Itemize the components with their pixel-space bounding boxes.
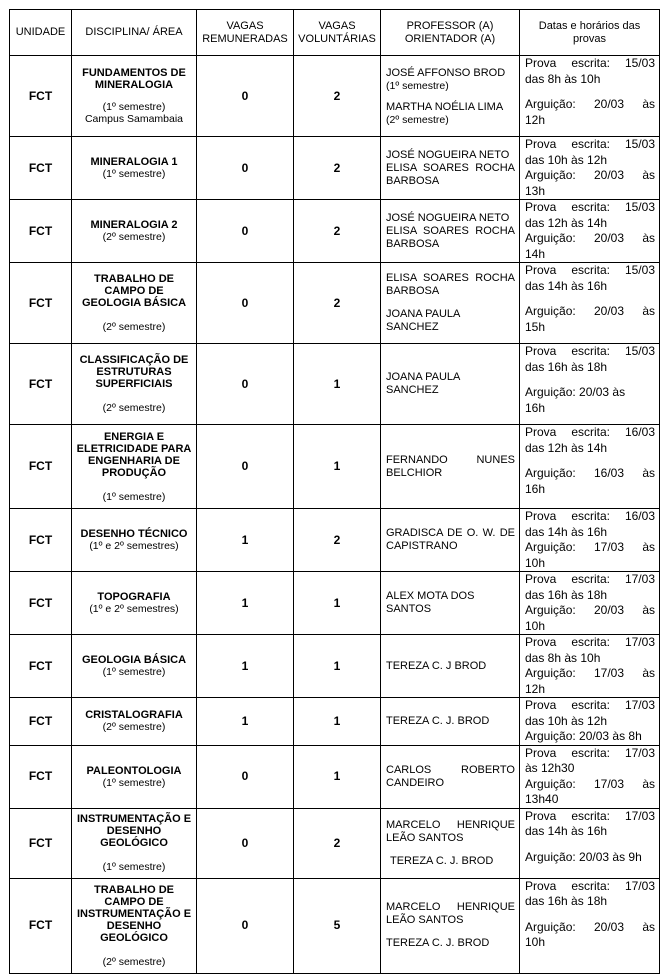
datas-cell: Prova escrita: 17/03 às 12h30 Arguição: 17/03 às 13h40 bbox=[520, 745, 660, 808]
table-row bbox=[10, 200, 660, 263]
header-vagas-voluntarias: VAGAS VOLUNTÁRIAS bbox=[294, 10, 381, 56]
vagas-remuneradas-cell: 0 bbox=[197, 808, 294, 878]
datas-cell: Prova escrita: 17/03 das 16h às 18h Arguição: 20/03 às 10h bbox=[520, 878, 660, 973]
unidade-cell: FCT bbox=[10, 878, 72, 973]
vagas-voluntarias-cell: 2 bbox=[294, 56, 381, 137]
vagas-voluntarias-cell: 2 bbox=[294, 263, 381, 344]
datas-cell: Prova escrita: 15/03 das 10h às 12h Arguição: 20/03 às 13h bbox=[520, 137, 660, 200]
professor-cell: CARLOS ROBERTO CANDEIRO bbox=[381, 745, 520, 808]
datas-cell: Prova escrita: 17/03 das 8h às 10h Arguição: 17/03 às 12h bbox=[520, 635, 660, 698]
vagas-voluntarias-cell: 2 bbox=[294, 808, 381, 878]
vagas-voluntarias-cell: 1 bbox=[294, 425, 381, 509]
vagas-remuneradas-cell: 1 bbox=[197, 635, 294, 698]
table-row bbox=[10, 137, 660, 200]
disciplina-cell: TOPOGRAFIA (1º e 2º semestres) bbox=[72, 572, 197, 635]
header-disciplina: DISCIPLINA/ ÁREA bbox=[72, 10, 197, 56]
header-datas: Datas e horários das provas bbox=[520, 10, 660, 56]
header-vagas-remuneradas: VAGAS REMUNERADAS bbox=[197, 10, 294, 56]
table-row bbox=[10, 56, 660, 137]
professor-cell: JOSÉ NOGUEIRA NETO ELISA SOARES ROCHA BARBOSA bbox=[381, 137, 520, 200]
header-unidade: UNIDADE bbox=[10, 10, 72, 56]
disciplina-cell: TRABALHO DE CAMPO DE INSTRUMENTAÇÃO E DESENHO GEOLÓGICO (2º semestre) bbox=[72, 878, 197, 973]
table-row bbox=[10, 635, 660, 698]
datas-cell: Prova escrita: 17/03 das 14h às 16h Arguição: 20/03 às 9h bbox=[520, 808, 660, 878]
professor-cell: MARCELO HENRIQUE LEÃO SANTOS TEREZA C. J. BROD bbox=[381, 878, 520, 973]
disciplina-cell: ENERGIA E ELETRICIDADE PARA ENGENHARIA DE PRODUÇÃO (1º semestre) bbox=[72, 425, 197, 509]
datas-cell: Prova escrita: 17/03 das 10h às 12h Arguição: 20/03 às 8h bbox=[520, 698, 660, 746]
table-row bbox=[10, 263, 660, 344]
table-row bbox=[10, 572, 660, 635]
professor-cell: ALEX MOTA DOS SANTOS bbox=[381, 572, 520, 635]
table-row bbox=[10, 425, 660, 509]
vagas-remuneradas-cell: 0 bbox=[197, 425, 294, 509]
header-professor: PROFESSOR (A) ORIENTADOR (A) bbox=[381, 10, 520, 56]
professor-cell: FERNANDO NUNES BELCHIOR bbox=[381, 425, 520, 509]
unidade-cell: FCT bbox=[10, 509, 72, 572]
unidade-cell: FCT bbox=[10, 263, 72, 344]
vagas-voluntarias-cell: 1 bbox=[294, 344, 381, 425]
professor-cell: JOANA PAULA SANCHEZ bbox=[381, 344, 520, 425]
disciplina-cell: MINERALOGIA 1 (1º semestre) bbox=[72, 137, 197, 200]
datas-cell: Prova escrita: 17/03 das 16h às 18h Arguição: 20/03 às 10h bbox=[520, 572, 660, 635]
unidade-cell: FCT bbox=[10, 56, 72, 137]
unidade-cell: FCT bbox=[10, 137, 72, 200]
unidade-cell: FCT bbox=[10, 425, 72, 509]
datas-cell: Prova escrita: 15/03 das 14h às 16h Arguição: 20/03 às 15h bbox=[520, 263, 660, 344]
vagas-voluntarias-cell: 1 bbox=[294, 572, 381, 635]
professor-cell: GRADISCA DE O. W. DE CAPISTRANO bbox=[381, 509, 520, 572]
unidade-cell: FCT bbox=[10, 808, 72, 878]
unidade-cell: FCT bbox=[10, 344, 72, 425]
datas-cell: Prova escrita: 15/03 das 8h às 10h Arguição: 20/03 às 12h bbox=[520, 56, 660, 137]
table-header-row bbox=[10, 10, 660, 56]
table-row bbox=[10, 745, 660, 808]
datas-cell: Prova escrita: 16/03 das 12h às 14h Arguição: 16/03 às 16h bbox=[520, 425, 660, 509]
professor-cell: ELISA SOARES ROCHA BARBOSA JOANA PAULA SANCHEZ bbox=[381, 263, 520, 344]
vagas-voluntarias-cell: 2 bbox=[294, 509, 381, 572]
datas-cell: Prova escrita: 15/03 das 16h às 18h Arguição: 20/03 às 16h bbox=[520, 344, 660, 425]
vagas-remuneradas-cell: 0 bbox=[197, 344, 294, 425]
disciplina-cell: GEOLOGIA BÁSICA (1º semestre) bbox=[72, 635, 197, 698]
vagas-remuneradas-cell: 0 bbox=[197, 137, 294, 200]
unidade-cell: FCT bbox=[10, 200, 72, 263]
professor-cell: MARCELO HENRIQUE LEÃO SANTOS TEREZA C. J. BROD bbox=[381, 808, 520, 878]
disciplina-cell: CRISTALOGRAFIA (2º semestre) bbox=[72, 698, 197, 746]
professor-cell: TEREZA C. J. BROD bbox=[381, 698, 520, 746]
vagas-voluntarias-cell: 1 bbox=[294, 635, 381, 698]
disciplina-cell: INSTRUMENTAÇÃO E DESENHO GEOLÓGICO (1º semestre) bbox=[72, 808, 197, 878]
vagas-remuneradas-cell: 1 bbox=[197, 698, 294, 746]
vagas-remuneradas-cell: 1 bbox=[197, 509, 294, 572]
datas-cell: Prova escrita: 15/03 das 12h às 14h Arguição: 20/03 às 14h bbox=[520, 200, 660, 263]
table-row bbox=[10, 878, 660, 973]
disciplina-cell: DESENHO TÉCNICO (1º e 2º semestres) bbox=[72, 509, 197, 572]
vagas-remuneradas-cell: 1 bbox=[197, 572, 294, 635]
vagas-remuneradas-cell: 0 bbox=[197, 56, 294, 137]
disciplina-cell: FUNDAMENTOS DE MINERALOGIA (1º semestre) Campus Samambaia bbox=[72, 56, 197, 137]
vagas-remuneradas-cell: 0 bbox=[197, 263, 294, 344]
disciplina-cell: TRABALHO DE CAMPO DE GEOLOGIA BÁSICA (2º semestre) bbox=[72, 263, 197, 344]
disciplina-cell: PALEONTOLOGIA (1º semestre) bbox=[72, 745, 197, 808]
professor-cell: TEREZA C. J BROD bbox=[381, 635, 520, 698]
professor-cell: JOSÉ AFFONSO BROD (1º semestre) MARTHA NOÉLIA LIMA (2º semestre) bbox=[381, 56, 520, 137]
datas-cell: Prova escrita: 16/03 das 14h às 16h Arguição: 17/03 às 10h bbox=[520, 509, 660, 572]
vagas-remuneradas-cell: 0 bbox=[197, 878, 294, 973]
unidade-cell: FCT bbox=[10, 635, 72, 698]
table-row bbox=[10, 808, 660, 878]
vagas-voluntarias-cell: 5 bbox=[294, 878, 381, 973]
table-row bbox=[10, 509, 660, 572]
unidade-cell: FCT bbox=[10, 698, 72, 746]
unidade-cell: FCT bbox=[10, 572, 72, 635]
vagas-voluntarias-cell: 2 bbox=[294, 137, 381, 200]
table-row bbox=[10, 698, 660, 746]
disciplina-cell: MINERALOGIA 2 (2º semestre) bbox=[72, 200, 197, 263]
professor-cell: JOSÉ NOGUEIRA NETO ELISA SOARES ROCHA BARBOSA bbox=[381, 200, 520, 263]
disciplina-cell: CLASSIFICAÇÃO DE ESTRUTURAS SUPERFICIAIS (2º semestre) bbox=[72, 344, 197, 425]
unidade-cell: FCT bbox=[10, 745, 72, 808]
vacancies-table bbox=[9, 9, 660, 974]
vagas-remuneradas-cell: 0 bbox=[197, 745, 294, 808]
vagas-voluntarias-cell: 1 bbox=[294, 745, 381, 808]
vagas-voluntarias-cell: 2 bbox=[294, 200, 381, 263]
vagas-remuneradas-cell: 0 bbox=[197, 200, 294, 263]
table-row bbox=[10, 344, 660, 425]
vagas-voluntarias-cell: 1 bbox=[294, 698, 381, 746]
